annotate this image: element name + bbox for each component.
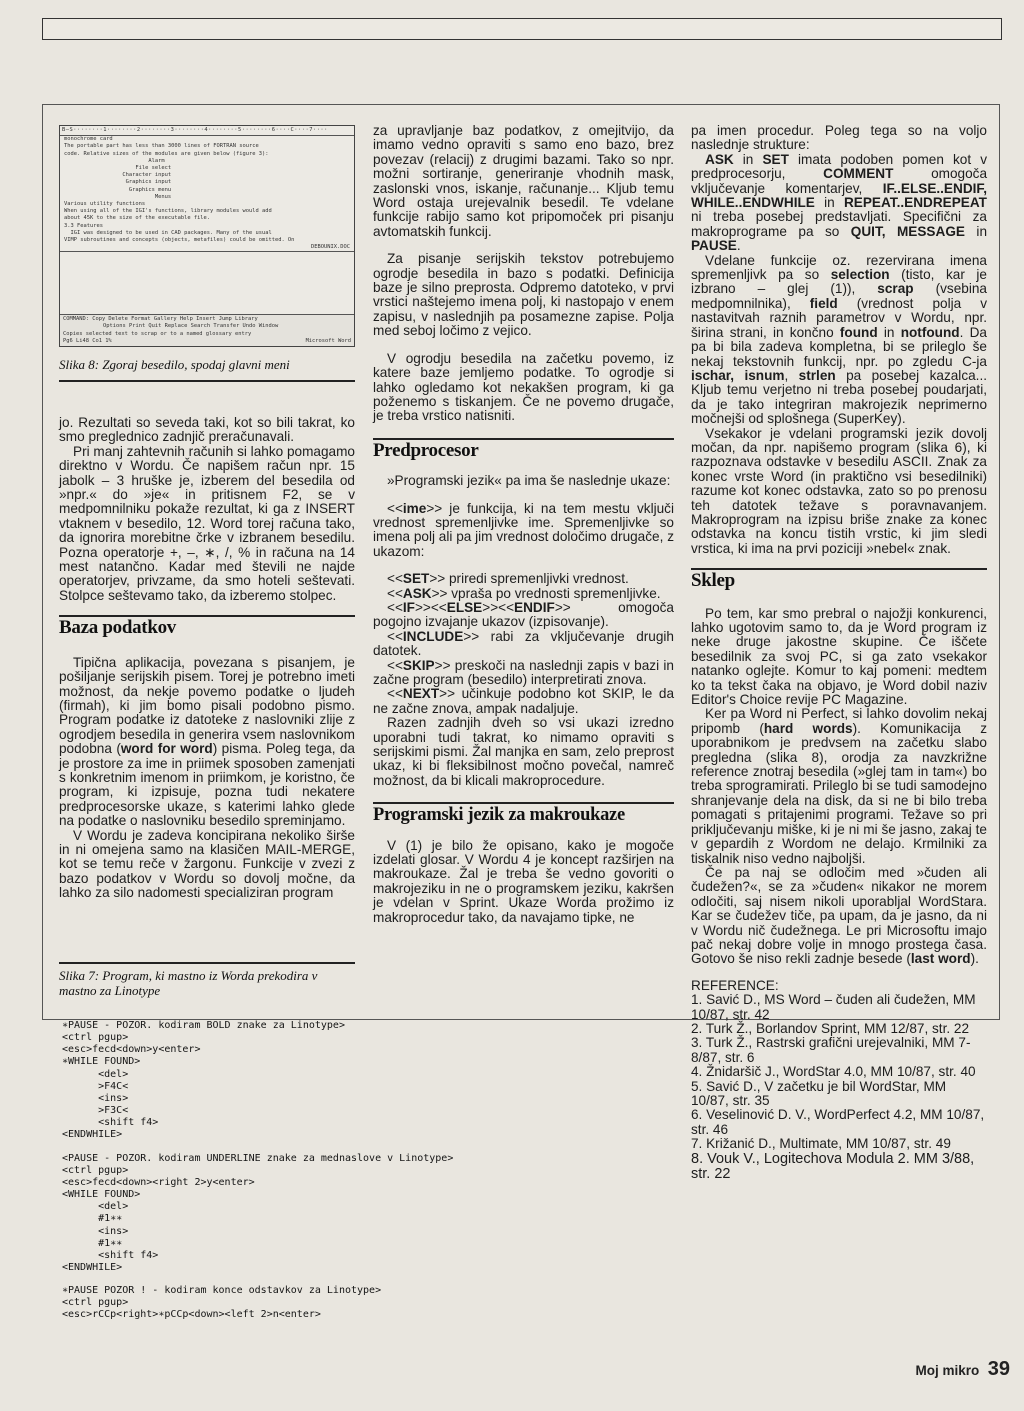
figure-7-caption: Slika 7: Program, ki mastno iz Worda prekodira v mastno za Linotype [59,962,355,998]
menu-line-1: COMMAND: Copy Delete Format Gallery Help Insert Jump Library [63,316,258,323]
paragraph: za upravljanje baz podatkov, z omejitvijo, da imamo vedno opraviti s samo eno bazo, brez povezav (relacij) z drugimi bazami. Tako so npr. možni sortiranje, generiranje vhodnih mask, zaslonski vnos, iskanje, računanje... Kljub temu Word ostaja urejevalnik besedil. Te vdelane funkcije rabijo samo kot pripomoček pri pisanju avtomatskih funkcij. [373,123,674,239]
heading-makroukazi: Programski jezik za makroukaze [373,802,674,828]
code-block [62,1285,582,1321]
status-position: Pg6 Li48 Co1 1% [63,337,112,344]
document-line: Various utility functions [64,201,146,208]
paragraph: Če pa naj se odločim med »čuden ali čudežen?«, se za »čuden« nikakor ne morem odločiti, saj nisem nikoli uporabljal WordStara. Kar se čudežev tiče, pa upam, da je jasno, da ni v Wordu nič čudežnega. Le pri Microsoftu imajo pač nekaj dobre volje in mnogo prostega časa. Gotovo še niso rekli zadnje besede (last word). [691,864,987,967]
paragraph: jo. Rezultati so seveda taki, kot so bili takrat, ko smo preglednico zadnjič preračunavali. [59,415,355,445]
code-line: ∗PAUSE POZOR ! - kodiram konce odstavkov za Linotype> [62,1285,382,1297]
code-line: #1∗∗ [62,1213,123,1225]
document-line: The portable part has less than 3000 lines of FORTRAN source [64,143,259,150]
document-line: VIMP subroutines and concepts (objects, metafiles) could be omitted. On [64,237,295,244]
code-line: <ctrl pgup> [62,1164,129,1176]
paragraph: V ogrodju besedila na začetku povemo, iz katere baze jemljemo podatke. To ogrodje si lahko ogledamo kot nekakšen program, ki ga poženemo s tiskanjem. Če ne povemo drugače, je treba vrstico natisniti. [373,350,674,424]
reference-item: 7. Križanić D., Multimate, MM 10/87, str. 49 [691,1136,951,1152]
code-line: <ins> [62,1092,129,1104]
code-line: <esc>fecd<down>y<enter> [62,1044,201,1056]
reference-item: 5. Savić D., V začetku je bil WordStar, MM 10/87, str. 35 [691,1078,947,1108]
command-if: <<IF>><<ELSE>><<ENDIF>> omogoča pogojno izvajanje ukazov (izpisovanje). [373,599,674,630]
menu-message: Copies selected text to scrap or to a named glossary entry [63,330,252,337]
code-line: <ctrl pgup> [62,1032,129,1044]
document-line: Character input [64,172,172,179]
reference-item: 4. Žnidaršič J., WordStar 4.0, MM 10/87, str. 40 [691,1064,976,1080]
ruler: B—S········1········2········3········4········5········6····C····7···· [60,126,354,136]
command-next: <<NEXT>> učinkuje podobno kot SKIP, le da ne začne znova, ampak nadaljuje. [373,686,674,716]
code-line: <ENDWHILE> [62,1129,123,1141]
reference-item: 3. Turk Ž., Rastrski grafični urejevalniki, MM 7-8/87, str. 6 [691,1035,971,1065]
magazine-name: Moj mikro [915,1363,980,1378]
word-screenshot [59,125,355,347]
command-menu [60,314,354,346]
reference-list [691,993,987,1151]
paragraph: Po tem, kar smo prebral o najožji konkurenci, lahko ugotovim samo to, da je Word program iz neke druge jakostne skupine. Če iščete besedilnik za svoj PC, si ga zato vsekakor natanko oglejte. Komur to kaj pomeni: medtem ko ta tekst čaka na objavo, je Word dobil naziv Editor's Choice revije PC Magazine. [691,605,987,708]
reference-item: 6. Veselinović D. V., WordPerfect 4.2, MM 10/87, str. 46 [691,1107,985,1137]
document-line: File select [64,165,172,172]
paragraph: Razen zadnjih dveh so vsi ukazi izredno uporabni tudi takrat, ko nimamo opraviti s serijskimi pismi. Žal manjka en sam, zelo preprost ukaz, ki bi fleksibilnost močno povečal, namreč možnost, da bi klicali makroprocedure. [373,715,674,788]
paragraph: »Programski jezik« pa ima še naslednje ukaze: [387,473,671,489]
command-ask: <<ASK>> vpraša po vrednosti spremenljivke. [387,585,661,601]
paragraph: Ker pa Word ni Perfect, si lahko dovolim nekaj pripomb (hard words). Komunikacija z uporabnikom je predvsem na začetku slabo pregledna (slika 8), orodja za navzkrižne reference znotraj besedila (»glej tam in tam«) bo treba sprogramirati. Prileglo bi se tudi samodejno shranjevanje dela na disk, da si ne bi bilo treba pomagati s pritajenimi programi. Težave so pri priključevanju miške, ki je ni mi še jasno, zakaj te v gepardih z Wordom ne delajo. Krmilniki za tiskalnik niso vedno najboljši. [691,706,987,866]
document-line: When using all of the IGI's functions, library modules would add [64,208,272,215]
paragraph: Pri manj zahtevnih računih si lahko pomagamo direktno v Wordu. Če napišem račun npr. 15 jabolk – 3 hruške je, izberem del besedila od »npr.« do »je« in pritisnem F2, se v medpomnilniku pokaže rezultat, ki ga z INSERT vtaknem v besedilo, 12. Word torej računa tako, da ignorira morebitne črke v izbranem besedilu. Pozna operatorje +, –, ∗, /, % in računa na 14 mest natančno. Kadar med števili ne najde operatorjev, privzame, da smo hoteli seštevati. Stolpce seštevamo tako, da izberemo stolpec. [59,443,355,603]
document-line: about 45K to the size of the executable file. [64,215,211,222]
document-text [60,136,354,244]
paragraph: Tipična aplikacija, povezana s pisanjem, je pošiljanje serijskih pisem. Torej je potrebno imeti možnost, da nekje povemo podatke o ljudeh (firmah), ki jim bomo pisali podobno pismo. Program podatke iz datoteke z naslovniki zlije z ogrodjem besedila in generira vsem naslovnikom podobna (word for word) pisma. Poleg tega, da je prostore za ime in priimek sposoben zamenjati s konkretnim imenom in priimkom, je koristno, če program, ki izpisuje, pozna tudi nekatere predprocesorske ukaze, s katerimi lahko glede na podatke o naslovniku besedilo spreminjamo. [59,654,355,829]
macro-code-listing [62,1020,582,1333]
code-block [62,1153,582,1275]
code-block [62,1020,582,1142]
menu-line-2: Options Print Quit Replace Search Transfer Undo Window [103,323,279,330]
reference-item: 2. Turk Ž., Borlandov Sprint, MM 12/87, str. 22 [691,1020,970,1036]
paragraph-structures: ASK in SET imata podoben pomen kot v predprocesorju, COMMENT omogoča vključevanje komentarjev, IF..ELSE..ENDIF, WHILE..ENDWHILE in REPEAT..ENDREPEAT ni treba posebej predstavljati. Specifični za makroprograme pa so QUIT, MESSAGE in PAUSE. [691,151,988,254]
paragraph-reserved-names: Vdelane funkcije oz. rezervirana imena spremenljivk pa so selection (tisto, kar je izbrano – glej (1)), scrap (vsebina medpomnilnika), field (vrednost polja v nastavitvah raznih parametrov v Wordu, npr. širina strani, in končno found in notfound. Da pa bi bila zadeva kompletna, bi se prileglo še nekaj tekstovnih funkcij, npr. po zgledu C-ja ischar, isnum, strlen pa posebej kazalca... Kljub temu verjetno ni treba posebej poudarjati, da je tako integriran makrojezik neprimerno močnejši od splošnega (SuperKey). [691,252,988,427]
column-3 [691,124,987,1182]
status-app: Microsoft Word [305,337,351,344]
page-number: 39 [987,1358,1010,1380]
reference-item: 1. Savić D., MS Word – čuden ali čudežen, MM 10/87, str. 42 [691,992,976,1022]
heading-predprocesor: Predprocesor [373,438,674,464]
top-header-box [42,18,1002,40]
references-title: REFERENCE: [691,977,779,993]
command-skip: <<SKIP>> preskoči na naslednji zapis v bazi in začne program (besedilo) interpretirati znova. [373,657,674,687]
code-line: <ctrl pgup> [62,1297,129,1309]
page-footer [916,1358,1010,1381]
column-2 [373,124,674,925]
column-1 [59,416,355,901]
code-line: ∗PAUSE - POZOR. kodiram BOLD znake za Linotype> [62,1020,345,1031]
paragraph: V (1) je bilo že opisano, kako je mogoče izdelati glosar. V Wordu 4 je koncept razširjen na makroukaze. Žal je treba še vedno govoriti o makrojeziku in ne o programskem jeziku, kakršen je vdelan v Sprint. Ukaze Worda prožimo iz makroprocedur tako, da navajamo tipke, ne [373,837,674,925]
code-line: ∗WHILE FOUND> [62,1056,141,1068]
code-line: <del> [62,1201,129,1213]
document-line: Graphics input [64,179,172,186]
paragraph: Za pisanje serijskih tekstov potrebujemo ogrodje besedila in bazo s podatki. Definicija baze je silno preprosta. Odpremo datoteko, v prvi vrstici naštejemo imena polj, ki nastopajo v enem zapisu, v naslednjih pa posamezne zapise. Polja med seboj ločimo z vejico. [373,251,674,339]
document-line: Graphics menu [64,186,172,193]
heading-sklep: Sklep [691,568,987,594]
window-filename: DEBOUNIX.DOC [60,244,354,252]
reference-item: 8. Vouk V., Logitechova Modula 2. MM 3/88, str. 22 [691,1150,975,1182]
code-line: <WHILE FOUND> [62,1189,141,1201]
code-line: <shift f4> [62,1117,159,1129]
code-line: <ins> [62,1225,129,1237]
code-line: <esc>rCCp<right>∗pCCp<down><left 2>n<enter> [62,1309,321,1321]
code-line: >F4C< [62,1080,129,1092]
heading-baza-podatkov: Baza podatkov [59,615,355,641]
code-line: <ENDWHILE> [62,1261,123,1273]
document-line: IGI was designed to be used in CAD packages. Many of the usual [64,229,272,236]
command-set: <<SET>> priredi spremenljivki vrednost. [387,571,629,587]
paragraph: Vsekakor je vdelani programski jezik dovolj močan, da npr. napišemo program (slika 6), ki razpoznava odstavke v besedilu ASCII. Znak za konec vrste Word (in praktično vsi besedilniki) razume kot konec odstavka, zato so po prenosu teh datotek težave s poravnavanjem. Makroprogram na izpisu briše znake za konec odstavka na koncu tistih vrstic, ki jim sledi vrstica, ki ima na prvi poziciji »nebel« znak. [691,425,987,556]
code-line: <del> [62,1068,129,1080]
paragraph: V Wordu je zadeva koncipirana nekoliko širše in ni omejena samo na klasičen MAIL-MERGE, kot se temu reče v žargonu. Funkcije v zvezi z bazo podatkov v Wordu so dovolj močne, da lahko za silo nadomesti specializiran program [59,827,355,901]
figure-8-caption: Slika 8: Zgoraj besedilo, spodaj glavni meni [59,357,355,382]
code-line: <PAUSE - POZOR. kodiram UNDERLINE znake za mednaslove v Linotype> [62,1152,454,1164]
document-line: monochrome card [64,136,113,143]
code-line: <shift f4> [62,1249,159,1261]
document-line: 3.3 Features [64,222,103,229]
code-line: >F3C< [62,1105,129,1117]
command-include: <<INCLUDE>> rabi za vključevanje drugih datotek. [373,628,674,659]
document-line: Alarm [64,157,165,164]
paragraph: pa imen procedur. Poleg tega so na voljo naslednje strukture: [691,123,987,153]
command-ime: <<ime>> je funkcija, ki na tem mestu vključi vrednost spremenljivke ime. Spremenljivke so imena polj ali pa jim vrednost določimo drugače, z ukazom: [373,500,674,559]
document-line: code. Relative sizes of the modules are given below (figure 3): [64,150,269,157]
code-line: <esc>fecd<down><right 2>y<enter> [62,1176,255,1188]
references [691,979,987,1182]
code-line: #1∗∗ [62,1237,123,1249]
document-line: Menus [64,193,172,200]
